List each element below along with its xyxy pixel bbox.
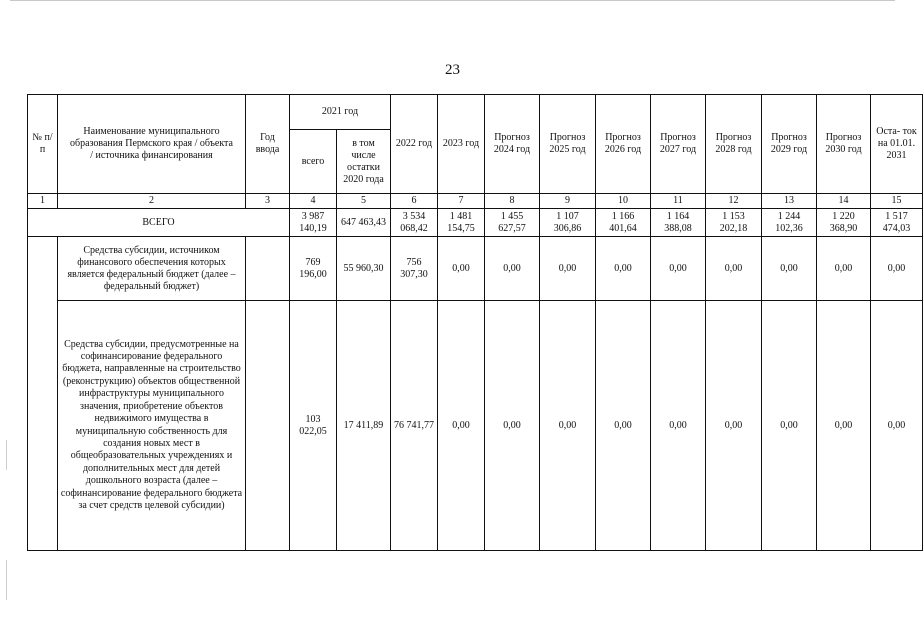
- header-2021-incl: в том числе остатки 2020 года: [337, 130, 391, 194]
- row-name-total: ВСЕГО: [28, 209, 290, 237]
- cell-2028: 0,00: [706, 237, 762, 301]
- header-2029: Прогноз 2029 год: [762, 95, 817, 194]
- cell-2021-incl: 647 463,43: [337, 209, 391, 237]
- cell-2025: 0,00: [540, 301, 596, 551]
- table-row: [28, 237, 923, 301]
- header-2023: 2023 год: [438, 95, 485, 194]
- col-index: 7: [438, 194, 485, 209]
- cell-2027: 0,00: [651, 237, 706, 301]
- header-2027: Прогноз 2027 год: [651, 95, 706, 194]
- row-name: Средства субсидии, источником финансового обеспечения которых является федеральный бюджет (далее – федеральный бюджет): [58, 237, 246, 301]
- header-rest: Оста- ток на 01.01. 2031: [871, 95, 923, 194]
- cell-2021-total: 103 022,05: [290, 301, 337, 551]
- cell-2021-total: 769 196,00: [290, 237, 337, 301]
- col-index: 9: [540, 194, 596, 209]
- page-top-edge: [10, 0, 895, 1]
- header-2021: 2021 год: [290, 95, 391, 130]
- cell-2027: 0,00: [651, 301, 706, 551]
- cell-2021-incl: 55 960,30: [337, 237, 391, 301]
- row-year-intro-empty: [246, 301, 290, 551]
- header-name: Наименование муниципального образования Пермского края / объекта / источника финансирования: [58, 95, 246, 194]
- header-2021-total: всего: [290, 130, 337, 194]
- budget-table: [27, 94, 923, 551]
- cell-2029: 0,00: [762, 237, 817, 301]
- row-name: Средства субсидии, предусмотренные на софинансирование федерального бюджета, направленные на строительство (реконструкцию) объектов общественной инфраструктуры муниципального значения, приобретение объектов недвижимого имущества в муниципальную собственность для создания новых мест в общеобразовательных учреждениях и дополнительных мест для детей дошкольного возраста (далее – софинансирование федерального бюджета за счет средств целевой субсидии): [58, 301, 246, 551]
- col-index: 4: [290, 194, 337, 209]
- cell-2022: 76 741,77: [391, 301, 438, 551]
- cell-2025: 1 107 306,86: [540, 209, 596, 237]
- col-index: 5: [337, 194, 391, 209]
- page-number: 23: [445, 62, 460, 78]
- table-row-total: [28, 209, 923, 237]
- header-2024: Прогноз 2024 год: [485, 95, 540, 194]
- cell-2028: 1 153 202,18: [706, 209, 762, 237]
- header-2026: Прогноз 2026 год: [596, 95, 651, 194]
- cell-2030: 0,00: [817, 301, 871, 551]
- col-index: 3: [246, 194, 290, 209]
- col-index: 6: [391, 194, 438, 209]
- col-index: 14: [817, 194, 871, 209]
- col-index: 8: [485, 194, 540, 209]
- binding-margin-mark: [6, 440, 7, 470]
- header-2022: 2022 год: [391, 95, 438, 194]
- cell-2024: 0,00: [485, 237, 540, 301]
- cell-2030: 1 220 368,90: [817, 209, 871, 237]
- cell-2026: 0,00: [596, 301, 651, 551]
- col-index: 15: [871, 194, 923, 209]
- cell-rest: 0,00: [871, 237, 923, 301]
- column-index-row: [28, 194, 923, 209]
- header-row-top: [28, 95, 923, 130]
- cell-2023: 0,00: [438, 301, 485, 551]
- cell-2024: 1 455 627,57: [485, 209, 540, 237]
- header-2030: Прогноз 2030 год: [817, 95, 871, 194]
- col-index: 12: [706, 194, 762, 209]
- cell-2029: 1 244 102,36: [762, 209, 817, 237]
- cell-2024: 0,00: [485, 301, 540, 551]
- cell-2022: 756 307,30: [391, 237, 438, 301]
- cell-2021-incl: 17 411,89: [337, 301, 391, 551]
- cell-2026: 0,00: [596, 237, 651, 301]
- cell-2027: 1 164 388,08: [651, 209, 706, 237]
- cell-2028: 0,00: [706, 301, 762, 551]
- cell-2022: 3 534 068,42: [391, 209, 438, 237]
- header-2028: Прогноз 2028 год: [706, 95, 762, 194]
- row-num-empty: [28, 237, 58, 551]
- col-index: 1: [28, 194, 58, 209]
- cell-2021-total: 3 987 140,19: [290, 209, 337, 237]
- cell-2023: 1 481 154,75: [438, 209, 485, 237]
- cell-2023: 0,00: [438, 237, 485, 301]
- col-index: 10: [596, 194, 651, 209]
- cell-2030: 0,00: [817, 237, 871, 301]
- col-index: 11: [651, 194, 706, 209]
- cell-2029: 0,00: [762, 301, 817, 551]
- col-index: 2: [58, 194, 246, 209]
- header-num: № п/п: [28, 95, 58, 194]
- header-2025: Прогноз 2025 год: [540, 95, 596, 194]
- cell-rest: 0,00: [871, 301, 923, 551]
- col-index: 13: [762, 194, 817, 209]
- cell-2026: 1 166 401,64: [596, 209, 651, 237]
- table-row: [28, 301, 923, 551]
- cell-rest: 1 517 474,03: [871, 209, 923, 237]
- cell-2025: 0,00: [540, 237, 596, 301]
- row-year-intro-empty: [246, 237, 290, 301]
- binding-margin-mark: [6, 560, 7, 600]
- header-year-intro: Год ввода: [246, 95, 290, 194]
